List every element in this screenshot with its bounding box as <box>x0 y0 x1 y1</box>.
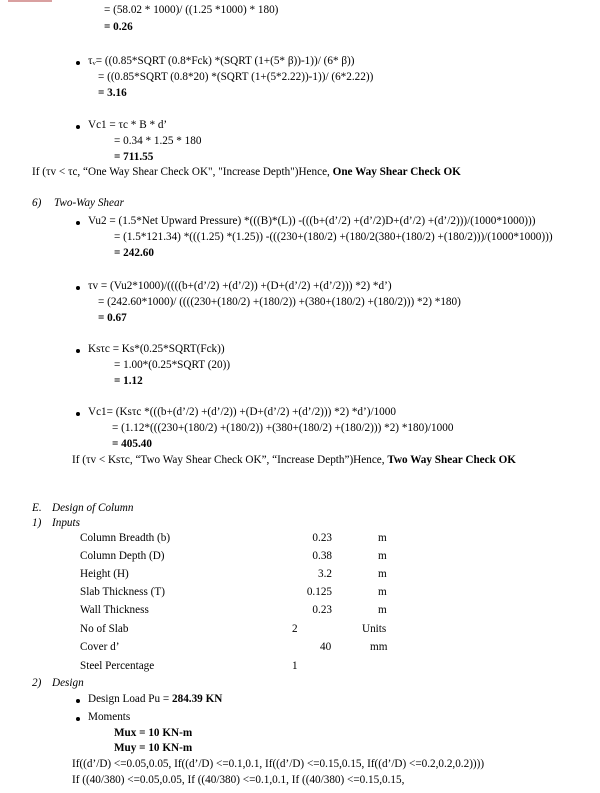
subsection-number: 2) <box>32 677 42 689</box>
input-label: No of Slab <box>80 623 129 635</box>
moment-x: Mux = 10 KN-m <box>114 727 193 739</box>
input-unit: m <box>378 604 387 616</box>
bullet-icon <box>76 717 80 721</box>
section-heading: Two-Way Shear <box>54 197 124 209</box>
input-value: 3.2 <box>318 568 332 580</box>
formula-line: Vu2 = (1.5*Net Upward Pressure) *(((B)*(L)) -(((b+(d’/2) +(d’/2)D+(d’/2) +(d’/2)))/(1000*1000))) <box>88 215 536 227</box>
formula-line: Ksτc = Ks*(0.25*SQRT(Fck)) <box>88 343 225 355</box>
input-unit: m <box>378 550 387 562</box>
bullet-icon <box>76 221 80 225</box>
moments-label: Moments <box>88 711 131 723</box>
input-value: 2 <box>292 623 298 635</box>
top-edge-mark <box>8 0 52 2</box>
bullet-icon <box>76 412 80 416</box>
formula-line: If((d’/D) <=0.05,0.05, If((d’/D) <=0.1,0.1, If((d’/D) <=0.15,0.15, If((d’/D) <=0.2,0.2,0.2)))) <box>72 758 485 770</box>
input-label: Cover d’ <box>80 641 120 653</box>
input-label: Column Breadth (b) <box>80 532 171 544</box>
formula-result: = 1.12 <box>114 375 143 387</box>
check-result: Two Way Shear Check OK <box>387 454 517 466</box>
input-unit: mm <box>370 641 388 653</box>
section-heading: Design of Column <box>52 502 134 514</box>
input-value: 40 <box>320 641 332 653</box>
subsection-heading: Design <box>52 677 84 689</box>
formula-line: = (1.12*(((230+(180/2) +(180/2)) +(380+(180/2) +(180/2))) *2) *180)/1000 <box>112 422 454 434</box>
bullet-icon <box>76 349 80 353</box>
formula-line: Vc1 = τc * B * d’ <box>88 119 168 131</box>
input-unit: Units <box>362 623 387 635</box>
input-unit: m <box>378 532 387 544</box>
formula-line: = 1.00*(0.25*SQRT (20)) <box>114 359 231 371</box>
section-number: 6) <box>32 197 42 209</box>
input-value: 1 <box>292 660 298 672</box>
two-way-check <box>72 454 516 467</box>
subsection-heading: Inputs <box>52 517 80 529</box>
moment-y: Muy = 10 KN-m <box>114 742 193 754</box>
input-unit: m <box>378 568 387 580</box>
subsection-number: 1) <box>32 517 42 529</box>
design-load-value: 284.39 KN <box>172 693 223 705</box>
check-result: One Way Shear Check OK <box>332 166 461 178</box>
formula-line: If ((40/380) <=0.05,0.05, If ((40/380) <=0.1,0.1, If ((40/380) <=0.15,0.15, <box>72 774 405 786</box>
input-label: Wall Thickness <box>80 604 149 616</box>
input-label: Steel Percentage <box>80 660 155 672</box>
calc-result: = 0.26 <box>104 21 133 33</box>
design-load-label: Design Load Pu = <box>88 693 172 705</box>
input-value: 0.23 <box>312 604 332 616</box>
formula-line: = 0.34 * 1.25 * 180 <box>114 135 202 147</box>
bullet-icon <box>76 286 80 290</box>
formula-line: = (242.60*1000)/ ((((230+(180/2) +(180/2)) +(380+(180/2) +(180/2))) *2) *180) <box>98 296 461 308</box>
input-value: 0.38 <box>312 550 332 562</box>
formula-line: Vc1= (Ksτc *(((b+(d’/2) +(d’/2)) +(D+(d’/2) +(d’/2))) *2) *d’)/1000 <box>88 406 396 418</box>
formula-result: = 0.67 <box>98 312 127 324</box>
section-letter: E. <box>32 502 42 514</box>
formula-line: = ((0.85*SQRT (0.8*20) *(SQRT (1+(5*2.22))-1))/ (6*2.22)) <box>98 71 374 83</box>
input-label: Column Depth (D) <box>80 550 165 562</box>
formula-result: = 711.55 <box>114 151 154 163</box>
calc-line: = (58.02 * 1000)/ ((1.25 *1000) * 180) <box>104 4 279 16</box>
check-text: If (τv < τc, “One Way Shear Check OK", "Increase Depth")Hence, <box>32 166 333 178</box>
input-label: Height (H) <box>80 568 129 580</box>
formula-line: τᵥ= ((0.85*SQRT (0.8*Fck) *(SQRT (1+(5* β))-1))/ (6* β)) <box>88 55 355 67</box>
formula-result: = 242.60 <box>114 247 154 259</box>
formula-line: = (1.5*121.34) *(((1.25) *(1.25)) -(((230+(180/2) +(180/2(380+(180/2) +(180/2)))/(1000*1000))) <box>114 231 553 243</box>
input-unit: m <box>378 586 387 598</box>
input-value: 0.23 <box>312 532 332 544</box>
one-way-check <box>32 166 461 179</box>
bullet-icon <box>76 699 80 703</box>
formula-line: τv = (Vu2*1000)/((((b+(d’/2) +(d’/2)) +(D+(d’/2) +(d’/2))) *2) *d’) <box>88 280 392 292</box>
input-value: 0.125 <box>306 586 332 598</box>
design-load <box>88 693 222 706</box>
formula-result: = 3.16 <box>98 87 127 99</box>
bullet-icon <box>76 61 80 65</box>
bullet-icon <box>76 125 80 129</box>
input-label: Slab Thickness (T) <box>80 586 165 598</box>
formula-result: = 405.40 <box>112 438 152 450</box>
check-text: If (τv < Ksτc, “Two Way Shear Check OK”, “Increase Depth”)Hence, <box>72 454 388 466</box>
